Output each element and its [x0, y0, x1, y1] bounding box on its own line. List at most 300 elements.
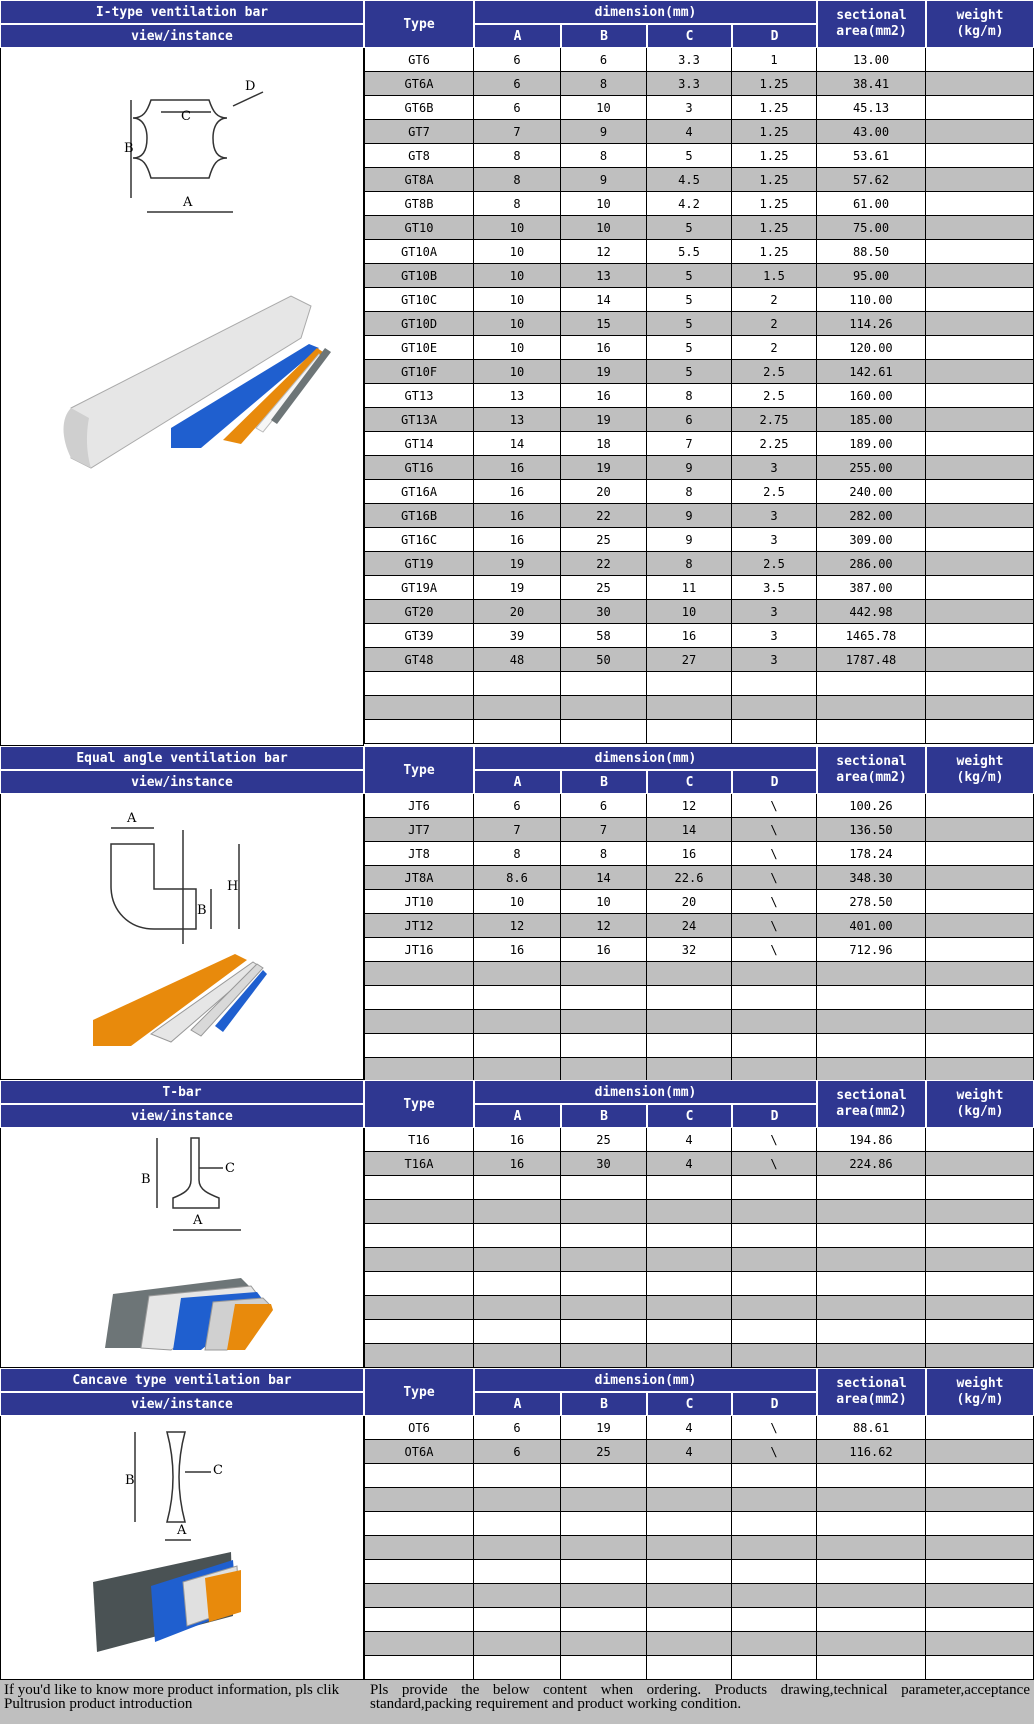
dimension-cell	[732, 1034, 817, 1058]
area-cell: 309.00	[817, 528, 926, 552]
dimension-column-header: D	[732, 24, 817, 48]
dimension-cell: 10	[561, 890, 647, 914]
dimension-cell: 2	[732, 288, 817, 312]
dim-label-c: C	[181, 109, 191, 124]
dimension-cell	[647, 1560, 732, 1584]
dimension-cell	[474, 1656, 561, 1680]
type-cell	[364, 1464, 474, 1488]
dimension-cell: 3	[732, 456, 817, 480]
type-cell	[364, 1058, 474, 1082]
dimension-cell	[561, 1176, 647, 1200]
dimension-cell: 4.5	[647, 168, 732, 192]
area-cell: 95.00	[817, 264, 926, 288]
dimension-cell: 2	[732, 336, 817, 360]
dimension-cell	[732, 1176, 817, 1200]
dimension-cell	[732, 1058, 817, 1082]
dimension-cell: 10	[474, 336, 561, 360]
area-cell: 13.00	[817, 48, 926, 72]
dimension-cell: 9	[647, 528, 732, 552]
type-cell: GT16	[364, 456, 474, 480]
type-cell: GT10	[364, 216, 474, 240]
area-header: sectional area(mm2)	[817, 746, 926, 794]
dimension-cell	[732, 1248, 817, 1272]
dimension-cell	[474, 962, 561, 986]
area-cell	[817, 1464, 926, 1488]
area-cell: 45.13	[817, 96, 926, 120]
dimension-cell: 58	[561, 624, 647, 648]
dimension-cell	[732, 1512, 817, 1536]
dimension-cell: 10	[474, 360, 561, 384]
dimension-cell: 6	[474, 48, 561, 72]
type-cell: GT6B	[364, 96, 474, 120]
dimension-cell: 8	[561, 144, 647, 168]
weight-cell	[926, 794, 1034, 818]
weight-cell	[926, 866, 1034, 890]
dimension-cell	[474, 1320, 561, 1344]
dimension-cell: 19	[474, 552, 561, 576]
dimension-cell: 4.2	[647, 192, 732, 216]
dimension-cell	[732, 1296, 817, 1320]
dimension-cell	[647, 1344, 732, 1368]
section-title: T-bar	[0, 1080, 364, 1104]
dimension-cell: 14	[647, 818, 732, 842]
dimension-cell	[474, 1560, 561, 1584]
weight-header: weight (kg/m)	[926, 1368, 1034, 1416]
type-cell: GT48	[364, 648, 474, 672]
dimension-cell: \	[732, 842, 817, 866]
dimension-cell: 5	[647, 216, 732, 240]
dimension-cell	[732, 1536, 817, 1560]
dimension-column-header: A	[474, 24, 561, 48]
type-cell: GT6A	[364, 72, 474, 96]
type-cell: OT6A	[364, 1440, 474, 1464]
dimension-cell	[647, 1248, 732, 1272]
dimension-cell: 12	[561, 240, 647, 264]
dimension-cell	[732, 986, 817, 1010]
area-cell: 185.00	[817, 408, 926, 432]
area-cell: 189.00	[817, 432, 926, 456]
dimension-column-header: D	[732, 770, 817, 794]
dimension-column-header: A	[474, 770, 561, 794]
area-cell	[817, 1512, 926, 1536]
dimension-cell	[647, 720, 732, 744]
weight-cell	[926, 384, 1034, 408]
dimension-cell: 2.5	[732, 552, 817, 576]
weight-cell	[926, 938, 1034, 962]
dimension-column-header: B	[561, 1392, 647, 1416]
dimension-cell: 16	[561, 384, 647, 408]
dimension-cell: 14	[561, 866, 647, 890]
dimension-cell	[474, 1296, 561, 1320]
area-cell	[817, 1010, 926, 1034]
dimension-cell	[561, 1058, 647, 1082]
dimension-cell	[647, 696, 732, 720]
dimension-cell: 8	[647, 552, 732, 576]
area-header: sectional area(mm2)	[817, 1368, 926, 1416]
dimension-cell: 1.25	[732, 144, 817, 168]
type-header: Type	[364, 746, 474, 794]
weight-cell	[926, 120, 1034, 144]
dimension-cell: \	[732, 938, 817, 962]
type-cell: GT13A	[364, 408, 474, 432]
dim-label-a: A	[177, 1523, 187, 1538]
area-cell: 387.00	[817, 576, 926, 600]
weight-cell	[926, 890, 1034, 914]
dimension-cell	[647, 1058, 732, 1082]
dimension-cell: 3	[732, 528, 817, 552]
dimension-cell: 10	[561, 216, 647, 240]
dimension-cell: 12	[561, 914, 647, 938]
dimension-cell: 7	[474, 818, 561, 842]
area-cell	[817, 1296, 926, 1320]
weight-cell	[926, 1656, 1034, 1680]
area-cell	[817, 1200, 926, 1224]
dimension-cell	[561, 1512, 647, 1536]
type-cell	[364, 1656, 474, 1680]
weight-cell	[926, 1248, 1034, 1272]
dimension-cell: 14	[561, 288, 647, 312]
area-cell	[817, 1224, 926, 1248]
weight-cell	[926, 672, 1034, 696]
area-header: sectional area(mm2)	[817, 0, 926, 48]
view-instance-panel	[0, 1128, 364, 1368]
dimension-cell	[474, 1200, 561, 1224]
dimension-cell: 2.5	[732, 480, 817, 504]
dimension-cell	[561, 1488, 647, 1512]
weight-cell	[926, 1608, 1034, 1632]
dimension-cell	[647, 1296, 732, 1320]
dimension-cell: 5	[647, 336, 732, 360]
type-cell: GT39	[364, 624, 474, 648]
type-cell: GT13	[364, 384, 474, 408]
weight-cell	[926, 914, 1034, 938]
type-header: Type	[364, 1368, 474, 1416]
type-cell: GT10F	[364, 360, 474, 384]
type-cell	[364, 1608, 474, 1632]
area-cell: 240.00	[817, 480, 926, 504]
weight-cell	[926, 552, 1034, 576]
type-cell	[364, 1272, 474, 1296]
dimension-cell: 15	[561, 312, 647, 336]
weight-cell	[926, 144, 1034, 168]
dim-label-h: H	[227, 879, 239, 894]
type-cell	[364, 1248, 474, 1272]
dimension-cell	[647, 1656, 732, 1680]
type-cell	[364, 1512, 474, 1536]
area-cell: 136.50	[817, 818, 926, 842]
dimension-header: dimension(mm)	[474, 1080, 817, 1104]
area-cell: 88.61	[817, 1416, 926, 1440]
dimension-cell: 6	[647, 408, 732, 432]
dimension-cell	[474, 1464, 561, 1488]
dimension-cell: 19	[561, 1416, 647, 1440]
weight-cell	[926, 1224, 1034, 1248]
dimension-cell	[647, 1488, 732, 1512]
dimension-cell: 6	[474, 1416, 561, 1440]
area-cell	[817, 1608, 926, 1632]
dimension-cell: 6	[474, 794, 561, 818]
dimension-cell: 18	[561, 432, 647, 456]
weight-cell	[926, 1512, 1034, 1536]
weight-cell	[926, 72, 1034, 96]
dimension-cell: 19	[561, 456, 647, 480]
footer-left-note: If you'd like to know more product information, pls clik Pultrusion product introduction	[4, 1682, 340, 1712]
area-cell: 194.86	[817, 1128, 926, 1152]
type-cell	[364, 720, 474, 744]
dimension-cell: 8	[474, 168, 561, 192]
area-cell: 61.00	[817, 192, 926, 216]
dimension-cell: \	[732, 914, 817, 938]
dimension-header: dimension(mm)	[474, 0, 817, 24]
dimension-cell: 3.3	[647, 48, 732, 72]
dimension-cell	[647, 672, 732, 696]
type-cell	[364, 1200, 474, 1224]
dimension-cell: 6	[561, 794, 647, 818]
type-cell: GT7	[364, 120, 474, 144]
weight-cell	[926, 1272, 1034, 1296]
area-cell	[817, 1488, 926, 1512]
section-subtitle: view/instance	[0, 770, 364, 794]
dimension-cell	[474, 1176, 561, 1200]
area-cell: 348.30	[817, 866, 926, 890]
dimension-cell	[647, 1200, 732, 1224]
type-cell: GT8A	[364, 168, 474, 192]
area-cell	[817, 986, 926, 1010]
weight-cell	[926, 48, 1034, 72]
area-cell: 1465.78	[817, 624, 926, 648]
angle-bars-photo	[93, 954, 267, 1046]
dimension-cell	[732, 1320, 817, 1344]
weight-cell	[926, 360, 1034, 384]
dimension-cell	[561, 1224, 647, 1248]
dimension-cell: 19	[561, 408, 647, 432]
type-cell: GT6	[364, 48, 474, 72]
dimension-cell	[474, 1512, 561, 1536]
dimension-cell: 22	[561, 552, 647, 576]
weight-cell	[926, 1440, 1034, 1464]
dimension-cell: 25	[561, 1128, 647, 1152]
dimension-cell	[561, 1608, 647, 1632]
area-cell	[817, 1536, 926, 1560]
dimension-cell: 12	[474, 914, 561, 938]
type-cell: GT20	[364, 600, 474, 624]
dimension-cell: 50	[561, 648, 647, 672]
dimension-cell: 10	[647, 600, 732, 624]
dimension-cell	[561, 1272, 647, 1296]
area-cell: 88.50	[817, 240, 926, 264]
dimension-cell: 3.5	[732, 576, 817, 600]
type-cell: OT6	[364, 1416, 474, 1440]
weight-cell	[926, 648, 1034, 672]
area-cell: 178.24	[817, 842, 926, 866]
dimension-cell: \	[732, 890, 817, 914]
dimension-cell: 5	[647, 144, 732, 168]
weight-cell	[926, 96, 1034, 120]
type-cell: JT8A	[364, 866, 474, 890]
dimension-column-header: B	[561, 1104, 647, 1128]
dimension-cell	[474, 1536, 561, 1560]
t-bar-bars-photo	[105, 1278, 273, 1350]
type-cell: GT19	[364, 552, 474, 576]
dimension-column-header: B	[561, 770, 647, 794]
area-cell: 224.86	[817, 1152, 926, 1176]
weight-cell	[926, 480, 1034, 504]
dimension-cell: 16	[474, 528, 561, 552]
dimension-cell: 20	[647, 890, 732, 914]
weight-cell	[926, 842, 1034, 866]
type-cell: GT8B	[364, 192, 474, 216]
weight-cell	[926, 1058, 1034, 1082]
section-subtitle: view/instance	[0, 1104, 364, 1128]
dimension-cell: 6	[474, 96, 561, 120]
dimension-cell: 1	[732, 48, 817, 72]
dimension-column-header: C	[647, 24, 732, 48]
dimension-cell: 20	[474, 600, 561, 624]
weight-cell	[926, 986, 1034, 1010]
dimension-cell: 4	[647, 1416, 732, 1440]
weight-cell	[926, 1344, 1034, 1368]
dimension-header: dimension(mm)	[474, 1368, 817, 1392]
type-header: Type	[364, 0, 474, 48]
type-cell	[364, 1034, 474, 1058]
area-cell: 712.96	[817, 938, 926, 962]
weight-cell	[926, 1584, 1034, 1608]
section-subtitle: view/instance	[0, 1392, 364, 1416]
dimension-column-header: A	[474, 1392, 561, 1416]
dimension-cell: 48	[474, 648, 561, 672]
area-cell: 282.00	[817, 504, 926, 528]
type-cell	[364, 1536, 474, 1560]
dimension-cell	[647, 962, 732, 986]
weight-cell	[926, 1176, 1034, 1200]
dimension-cell: 9	[561, 168, 647, 192]
area-cell: 100.26	[817, 794, 926, 818]
dimension-cell	[561, 1010, 647, 1034]
weight-cell	[926, 600, 1034, 624]
dimension-cell	[647, 1584, 732, 1608]
dimension-cell: 1.5	[732, 264, 817, 288]
dimension-cell: 1.25	[732, 192, 817, 216]
dimension-cell	[732, 672, 817, 696]
type-cell: GT16B	[364, 504, 474, 528]
type-cell: GT10D	[364, 312, 474, 336]
dimension-header: dimension(mm)	[474, 746, 817, 770]
dimension-cell	[732, 1224, 817, 1248]
dimension-cell: 20	[561, 480, 647, 504]
weight-cell	[926, 1488, 1034, 1512]
weight-cell	[926, 1152, 1034, 1176]
area-cell	[817, 1632, 926, 1656]
dimension-cell	[647, 1632, 732, 1656]
dimension-cell	[647, 1010, 732, 1034]
dimension-cell: 16	[561, 938, 647, 962]
dimension-cell	[561, 1584, 647, 1608]
dimension-cell: \	[732, 1152, 817, 1176]
type-cell	[364, 1224, 474, 1248]
weight-cell	[926, 168, 1034, 192]
dimension-cell: 19	[474, 576, 561, 600]
dimension-cell: 5.5	[647, 240, 732, 264]
dimension-cell: 25	[561, 1440, 647, 1464]
dimension-cell	[474, 1632, 561, 1656]
dimension-cell: 6	[561, 48, 647, 72]
section-title: I-type ventilation bar	[0, 0, 364, 24]
dimension-cell	[561, 1248, 647, 1272]
dimension-cell: 3	[732, 648, 817, 672]
dimension-cell: 10	[474, 264, 561, 288]
dimension-cell: 19	[561, 360, 647, 384]
dimension-cell: 16	[474, 938, 561, 962]
view-instance-panel	[0, 794, 364, 1080]
dimension-cell: \	[732, 818, 817, 842]
dimension-cell: 5	[647, 360, 732, 384]
dimension-cell: 1.25	[732, 240, 817, 264]
area-cell: 116.62	[817, 1440, 926, 1464]
dimension-cell: 3	[647, 96, 732, 120]
area-cell: 38.41	[817, 72, 926, 96]
dimension-cell	[647, 1464, 732, 1488]
dimension-cell	[561, 986, 647, 1010]
dim-label-a: A	[193, 1213, 203, 1228]
area-cell	[817, 1248, 926, 1272]
weight-cell	[926, 1320, 1034, 1344]
dim-label-a: A	[127, 811, 137, 826]
weight-cell	[926, 576, 1034, 600]
type-cell: GT8	[364, 144, 474, 168]
dimension-cell: 4	[647, 1128, 732, 1152]
dimension-cell: 3.3	[647, 72, 732, 96]
dimension-cell: 25	[561, 528, 647, 552]
dimension-cell	[732, 962, 817, 986]
type-cell: JT6	[364, 794, 474, 818]
type-cell	[364, 1320, 474, 1344]
weight-header: weight (kg/m)	[926, 1080, 1034, 1128]
dimension-cell	[732, 1656, 817, 1680]
dimension-cell	[474, 1608, 561, 1632]
dimension-cell: 10	[474, 288, 561, 312]
dimension-cell	[732, 1464, 817, 1488]
weight-cell	[926, 336, 1034, 360]
weight-cell	[926, 288, 1034, 312]
type-cell: GT16C	[364, 528, 474, 552]
weight-cell	[926, 1128, 1034, 1152]
dimension-cell: 8.6	[474, 866, 561, 890]
dimension-cell: 2.25	[732, 432, 817, 456]
type-cell: JT10	[364, 890, 474, 914]
dimension-cell	[732, 1488, 817, 1512]
dimension-column-header: C	[647, 1104, 732, 1128]
type-cell: JT16	[364, 938, 474, 962]
dimension-cell	[561, 1200, 647, 1224]
angle-profile-drawing	[111, 828, 239, 944]
dimension-cell: 5	[647, 264, 732, 288]
dim-label-b: B	[197, 903, 207, 918]
dimension-cell: 1.25	[732, 168, 817, 192]
area-cell	[817, 1176, 926, 1200]
dimension-cell	[474, 1488, 561, 1512]
dimension-cell	[732, 696, 817, 720]
type-cell: GT19A	[364, 576, 474, 600]
type-cell: JT7	[364, 818, 474, 842]
area-cell: 286.00	[817, 552, 926, 576]
type-header: Type	[364, 1080, 474, 1128]
concave-profile-drawing	[135, 1432, 211, 1540]
dimension-cell	[732, 1344, 817, 1368]
dimension-cell	[561, 1296, 647, 1320]
dimension-cell: 4	[647, 1440, 732, 1464]
dimension-cell: 13	[561, 264, 647, 288]
dimension-cell: 10	[561, 96, 647, 120]
